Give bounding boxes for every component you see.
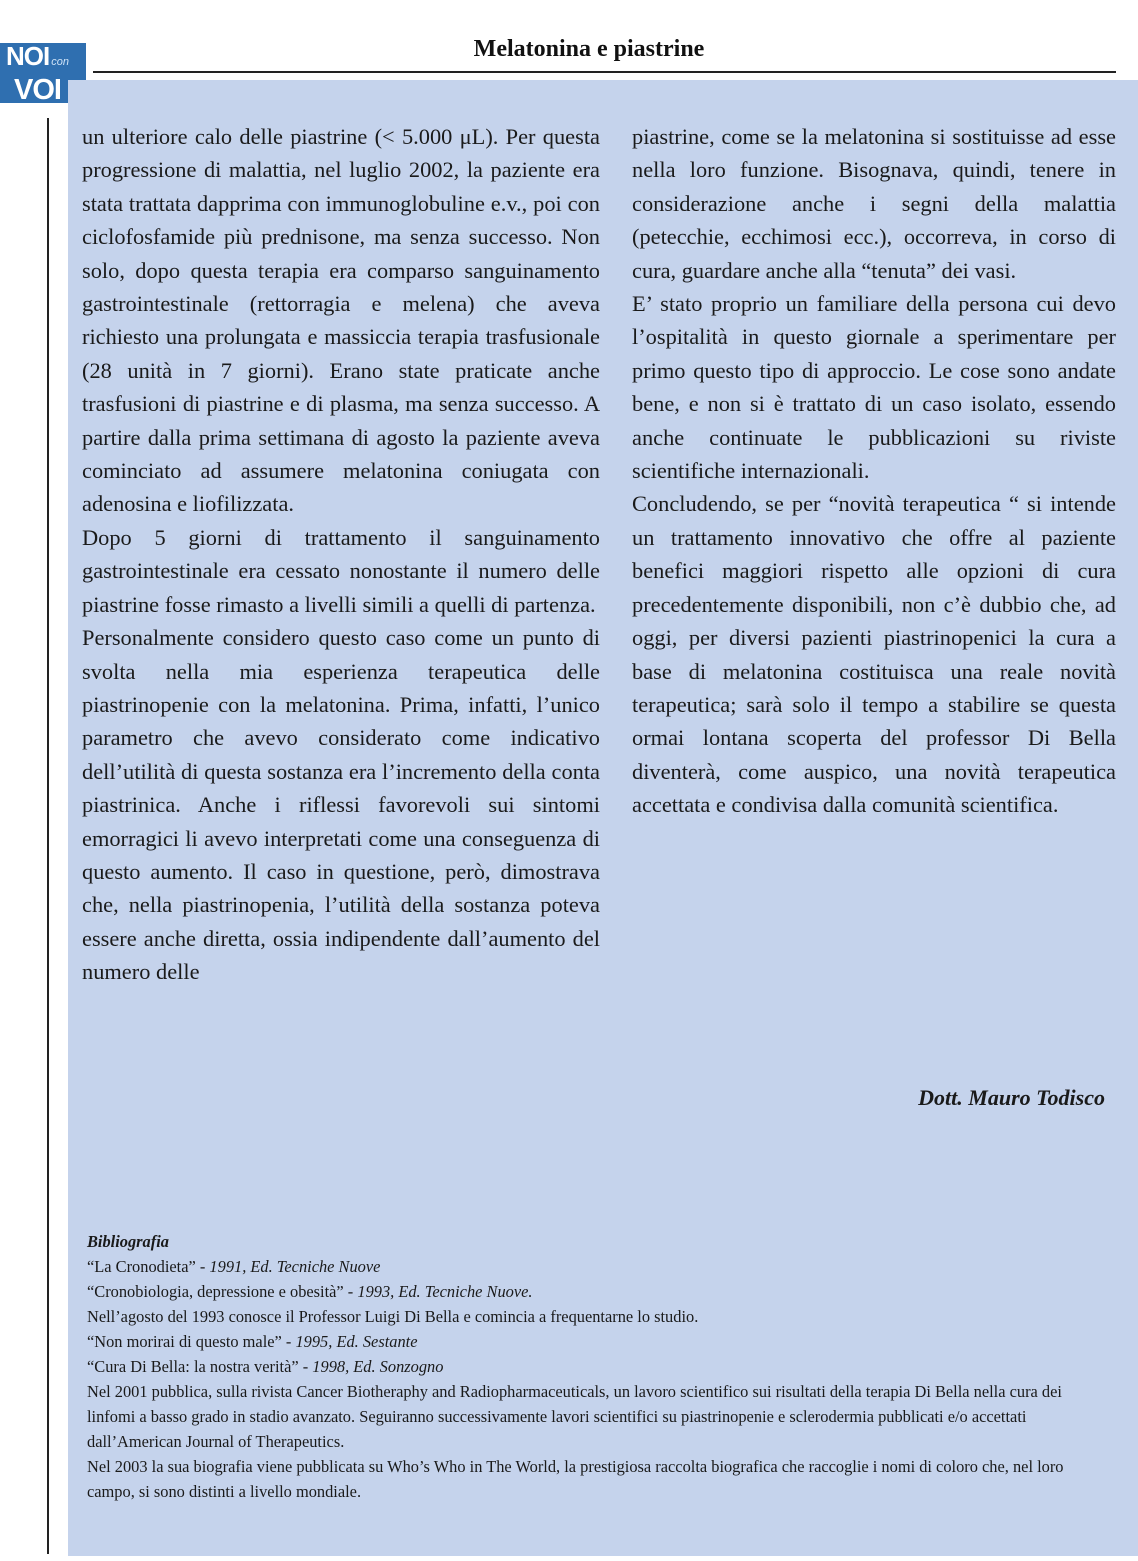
bibliography-entry: “Cronobiologia, depressione e obesità” - 1993, Ed. Tecniche Nuove. <box>87 1282 533 1301</box>
header-rule <box>93 71 1116 73</box>
logo-voi: VOI <box>14 74 61 106</box>
bibliography-heading: Bibliografia <box>87 1232 169 1251</box>
bibliography <box>87 1229 1102 1504</box>
page-title: Melatonina e piastrine <box>473 36 705 62</box>
paragraph: Personalmente considero questo caso come un punto di svolta nella mia esperienza terapeutica delle piastrinopenie con la melatonina. Prima, infatti, l’unico parametro che avevo considerato come indicativo dell’utilità di questa sostanza era l’incremento della conta piastrinica. Anche i riflessi favorevoli sui sintomi emorragici li avevo interpretati come una conseguenza di questo aumento. Il caso in questione, però, dimostrava che, nella piastrinopenia, l’utilità della sostanza poteva essere anche diretta, ossia indipendente dall’aumento del numero delle <box>82 625 600 985</box>
logo-noi: NOI <box>6 41 50 71</box>
bibliography-entry: Nel 2001 pubblica, sulla rivista Cancer Biotheraphy and Radiopharmaceuticals, un lavoro scientifico sui risultati della terapia Di Bella nella cura dei linfomi a basso grado in stadio avanzato. Seguiranno successivamente lavori scientifici su piastrinopenie e sclerodermia pubblicati e/o accettati dall’American Journal of Therapeutics. <box>87 1382 1062 1451</box>
paragraph: Dopo 5 giorni di trattamento il sanguinamento gastrointestinale era cessato nonostante il numero delle piastrine fosse rimasto a livelli simili a quelli di partenza. <box>82 524 600 617</box>
article-column-left <box>82 120 600 989</box>
paragraph: E’ stato proprio un familiare della persona cui devo l’ospitalità in questo giornale a sperimentare per primo questo tipo di approccio. Le cose sono andate bene, e non si è trattato di un caso isolato, essendo anche continuate le pubblicazioni su riviste scientifiche internazionali. <box>632 291 1116 484</box>
paragraph: Concludendo, se per “novità terapeutica “ si intende un trattamento innovativo che offre al paziente benefici maggiori rispetto alle opzioni di cura precedentemente disponibili, non c’è dubbio che, ad oggi, per diversi pazienti piastrinopenici la cura a base di melatonina costituisca una reale novità terapeutica; sarà solo il tempo a stabilire se questa ormai lontana scoperta del professor Di Bella diventerà, come auspico, una novità terapeutica accettata e condivisa dalla comunità scientifica. <box>632 491 1116 818</box>
bibliography-entry: “La Cronodieta” - 1991, Ed. Tecniche Nuove <box>87 1257 381 1276</box>
bibliography-entry: “Non morirai di questo male” - 1995, Ed. Sestante <box>87 1332 418 1351</box>
paragraph: piastrine, come se la melatonina si sostituisse ad esse nella loro funzione. Bisognava, quindi, tenere in considerazione anche i segni della malattia (petecchie, ecchimosi ecc.), occorreva, in corso di cura, guardare anche alla “tenuta” dei vasi. <box>632 124 1116 283</box>
paragraph: un ulteriore calo delle piastrine (< 5.000 μL). Per questa progressione di malattia, nel luglio 2002, la paziente era stata trattata dapprima con immunoglobuline e.v., poi con ciclofosfamide più prednisone, ma senza successo. Non solo, dopo questa terapia era comparso sanguinamento gastrointestinale (rettorragia e melena) che aveva richiesto una prolungata e massiccia terapia trasfusionale (28 unità in 7 giorni). Erano state praticate anche trasfusioni di piastrine e di plasma, ma senza successo. A partire dalla prima settimana di agosto la paziente aveva cominciato ad assumere melatonina coniugata con adenosina e liofilizzata. <box>82 124 600 517</box>
author-signature: Dott. Mauro Todisco <box>918 1085 1105 1110</box>
bibliography-entry: Nel 2003 la sua biografia viene pubblicata su Who’s Who in The World, la prestigiosa raccolta biografica che raccoglie i nomi di coloro che, nel loro campo, si sono distinti a livello mondiale. <box>87 1457 1064 1501</box>
bibliography-entry: “Cura Di Bella: la nostra verità” - 1998, Ed. Sonzogno <box>87 1357 444 1376</box>
article-column-right <box>632 120 1116 822</box>
margin-rule <box>47 118 49 1554</box>
bibliography-entry: Nell’agosto del 1993 conosce il Professor Luigi Di Bella e comincia a frequentarne lo studio. <box>87 1307 699 1326</box>
logo-con: con <box>51 56 69 68</box>
